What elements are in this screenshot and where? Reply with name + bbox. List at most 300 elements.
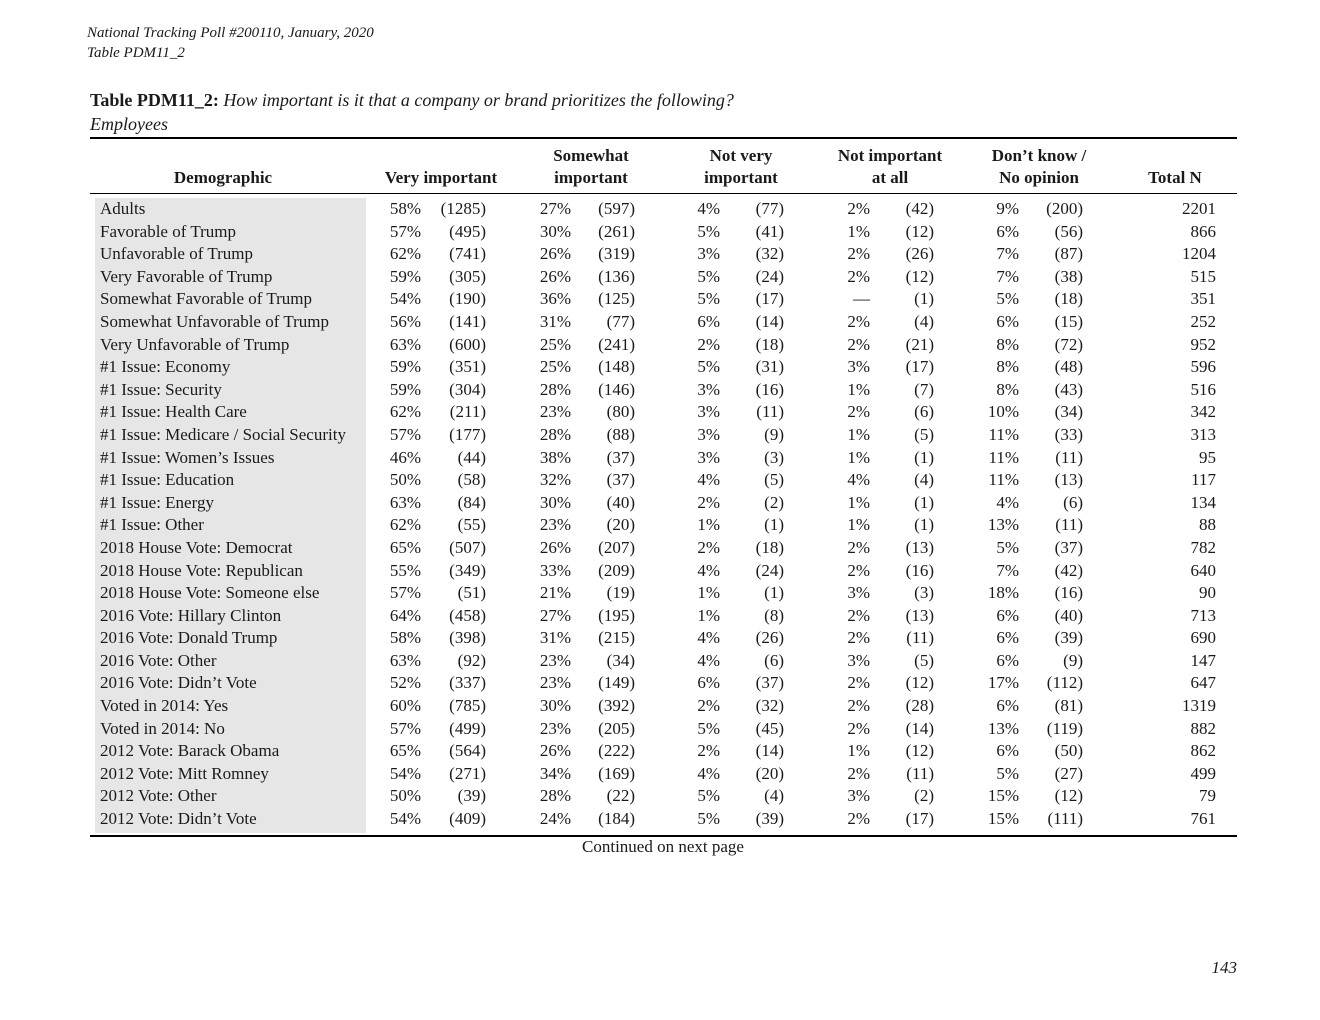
cell-percent: 62% (389, 402, 421, 422)
cell-count: (18) (1054, 289, 1083, 309)
cell-total-n: 351 (1190, 289, 1216, 309)
table-row (90, 243, 1237, 266)
table-row (90, 627, 1237, 650)
cell-count: (195) (598, 605, 635, 625)
cell-count: (200) (1046, 199, 1083, 218)
col-header-very-important: Very important (384, 168, 498, 187)
table-row (90, 695, 1237, 718)
cell-percent: 58% (389, 628, 421, 648)
cell-percent: 4% (996, 492, 1019, 512)
cell-percent: 5% (697, 289, 720, 309)
col-header-not-important: Not important at all (837, 146, 943, 187)
cell-percent: 3% (697, 424, 720, 444)
cell-total-n: 952 (1190, 334, 1216, 354)
cell-count: (16) (905, 560, 934, 580)
cell-percent: 17% (987, 673, 1019, 693)
cell-percent: 31% (539, 311, 571, 331)
cell-count: (14) (755, 741, 784, 761)
cell-count: (495) (449, 221, 486, 241)
cell-percent: 2% (847, 537, 870, 557)
cell-percent: 21% (539, 583, 571, 603)
cell-count: (6) (914, 402, 934, 422)
caption-question: How important is it that a company or brand prioritizes the following? (223, 90, 734, 110)
cell-count: (6) (764, 650, 784, 670)
cell-percent: 2% (847, 402, 870, 422)
col-header-somewhat-important: Somewhat important (553, 146, 629, 187)
cell-percent: 13% (987, 718, 1019, 738)
cell-count: (349) (449, 560, 486, 580)
cell-percent: 5% (697, 718, 720, 738)
cell-count: (11) (906, 763, 934, 783)
cell-count: (600) (449, 334, 486, 354)
cell-total-n: 1319 (1182, 696, 1216, 716)
cell-count: (48) (1054, 357, 1083, 377)
cell-count: (18) (755, 537, 784, 557)
cell-count: (3) (914, 583, 934, 603)
cell-count: (12) (905, 741, 934, 761)
cell-count: (4) (914, 470, 934, 490)
caption-subtitle: Employees (90, 114, 168, 134)
cell-count: (351) (449, 357, 486, 377)
cell-percent: 28% (539, 424, 571, 444)
top-rule (90, 137, 1237, 139)
cell-count: (392) (598, 696, 635, 716)
cell-percent: 38% (539, 447, 571, 467)
cell-count: (4) (764, 786, 784, 806)
cell-count: (499) (449, 718, 486, 738)
cell-count: (11) (1055, 447, 1083, 467)
cell-count: (741) (449, 244, 486, 264)
cell-count: (22) (606, 786, 635, 806)
table-row (90, 718, 1237, 741)
cell-count: (43) (1054, 379, 1083, 399)
cell-percent: 2% (847, 718, 870, 738)
cell-percent: 2% (847, 199, 870, 218)
cell-percent: 1% (697, 605, 720, 625)
cell-count: (1) (764, 583, 784, 603)
cell-total-n: 117 (1191, 470, 1216, 490)
cell-count: (16) (1054, 583, 1083, 603)
cell-total-n: 134 (1190, 492, 1216, 512)
cell-total-n: 596 (1190, 357, 1216, 377)
table-row (90, 808, 1237, 831)
cell-percent: 18% (987, 583, 1019, 603)
cell-total-n: 713 (1190, 605, 1216, 625)
cell-count: (205) (598, 718, 635, 738)
cell-count: (5) (764, 470, 784, 490)
cell-count: (9) (1063, 650, 1083, 670)
cell-percent: 2% (847, 266, 870, 286)
cell-count: (44) (457, 447, 486, 467)
cell-count: (261) (598, 221, 635, 241)
cell-count: (1) (914, 289, 934, 309)
cell-percent: 3% (697, 447, 720, 467)
cell-count: (15) (1054, 311, 1083, 331)
cell-percent: 64% (389, 605, 421, 625)
cell-percent: 30% (539, 492, 571, 512)
cell-count: (2) (914, 786, 934, 806)
cell-count: (50) (1054, 741, 1083, 761)
cell-total-n: 862 (1190, 741, 1216, 761)
cell-percent: 56% (389, 311, 421, 331)
table-row (90, 605, 1237, 628)
cell-total-n: 1204 (1182, 244, 1216, 264)
cell-percent: 27% (539, 605, 571, 625)
row-demographic: Somewhat Unfavorable of Trump (100, 311, 330, 331)
cell-percent: 59% (389, 357, 421, 377)
cell-total-n: 516 (1190, 379, 1216, 399)
row-demographic: 2018 House Vote: Someone else (100, 583, 320, 603)
cell-percent: 15% (987, 786, 1019, 806)
cell-percent: 11% (988, 470, 1019, 490)
row-demographic: Very Unfavorable of Trump (100, 334, 290, 354)
row-demographic: Very Favorable of Trump (100, 266, 273, 286)
cell-percent: 3% (847, 583, 870, 603)
row-demographic: 2016 Vote: Other (100, 650, 217, 670)
cell-percent: 4% (697, 470, 720, 490)
cell-percent: 6% (697, 311, 720, 331)
cell-percent: 2% (847, 696, 870, 716)
cell-count: (37) (755, 673, 784, 693)
cell-count: (177) (449, 424, 486, 444)
cell-count: (24) (755, 560, 784, 580)
cell-percent: 4% (697, 628, 720, 648)
cell-count: (2) (764, 492, 784, 512)
cell-count: (12) (905, 221, 934, 241)
cell-count: (55) (457, 515, 486, 535)
table-row (90, 266, 1237, 289)
cell-percent: 59% (389, 379, 421, 399)
cell-count: (271) (449, 763, 486, 783)
cell-percent: 10% (987, 402, 1019, 422)
cell-percent: 5% (697, 221, 720, 241)
cell-count: (37) (1054, 537, 1083, 557)
row-demographic: 2018 House Vote: Republican (100, 560, 303, 580)
cell-percent: 26% (539, 244, 571, 264)
cell-total-n: 640 (1190, 560, 1216, 580)
cell-count: (190) (449, 289, 486, 309)
cell-percent: 25% (539, 334, 571, 354)
header-line-2: Table PDM11_2 (87, 45, 185, 61)
cell-count: (112) (1046, 673, 1083, 693)
cell-percent: 27% (539, 199, 571, 218)
cell-count: (785) (449, 696, 486, 716)
cell-percent: 65% (389, 537, 421, 557)
cell-count: (507) (449, 537, 486, 557)
col-header-dont-know: Don’t know / No opinion (991, 146, 1087, 187)
cell-percent: 62% (389, 515, 421, 535)
cell-count: (92) (457, 650, 486, 670)
cell-percent: 2% (847, 809, 870, 829)
cell-count: (42) (905, 199, 934, 218)
cell-count: (28) (905, 696, 934, 716)
cell-percent: 32% (539, 470, 571, 490)
row-demographic: 2012 Vote: Didn’t Vote (100, 809, 257, 829)
cell-count: (1) (764, 515, 784, 535)
table-row (90, 356, 1237, 379)
cell-count: (42) (1054, 560, 1083, 580)
cell-percent: 5% (996, 763, 1019, 783)
cell-percent: 8% (996, 334, 1019, 354)
cell-total-n: 647 (1190, 673, 1216, 693)
cell-percent: 13% (987, 515, 1019, 535)
cell-count: (241) (598, 334, 635, 354)
cell-count: (9) (764, 424, 784, 444)
cell-count: (38) (1054, 266, 1083, 286)
table-row (90, 672, 1237, 695)
cell-percent: 58% (389, 199, 421, 218)
cell-percent: 2% (697, 334, 720, 354)
cell-count: (21) (905, 334, 934, 354)
cell-count: (58) (457, 470, 486, 490)
row-demographic: 2012 Vote: Barack Obama (100, 741, 280, 761)
cell-percent: 6% (996, 605, 1019, 625)
cell-count: (13) (1054, 470, 1083, 490)
cell-percent: 1% (847, 515, 870, 535)
row-demographic: 2012 Vote: Mitt Romney (100, 763, 269, 783)
row-demographic: Favorable of Trump (100, 221, 236, 241)
cell-count: (136) (598, 266, 635, 286)
cell-count: (319) (598, 244, 635, 264)
cell-count: (1) (914, 447, 934, 467)
cell-total-n: 499 (1190, 763, 1216, 783)
cell-count: (20) (606, 515, 635, 535)
cell-count: (209) (598, 560, 635, 580)
cell-count: (125) (598, 289, 635, 309)
cell-count: (12) (1054, 786, 1083, 806)
cell-percent: 11% (988, 424, 1019, 444)
cell-percent: 50% (389, 786, 421, 806)
cell-percent: 3% (847, 650, 870, 670)
cell-percent: 6% (996, 696, 1019, 716)
cell-total-n: 2201 (1182, 199, 1216, 218)
cell-percent: 8% (996, 357, 1019, 377)
cell-percent: 2% (847, 763, 870, 783)
cell-percent: 1% (847, 741, 870, 761)
cell-count: (458) (449, 605, 486, 625)
cell-percent: 1% (847, 424, 870, 444)
cell-count: (40) (606, 492, 635, 512)
cell-percent: 54% (389, 289, 421, 309)
cell-percent: 54% (389, 763, 421, 783)
cell-percent: 7% (996, 266, 1019, 286)
cell-count: (1) (914, 492, 934, 512)
cell-percent: 2% (847, 628, 870, 648)
cell-count: (11) (906, 628, 934, 648)
cell-percent: 5% (697, 809, 720, 829)
cell-percent: 57% (389, 221, 421, 241)
cell-count: (207) (598, 537, 635, 557)
cell-count: (19) (606, 583, 635, 603)
cell-percent: — (853, 289, 870, 309)
cell-total-n: 515 (1190, 266, 1216, 286)
cell-count: (24) (755, 266, 784, 286)
row-demographic: 2016 Vote: Donald Trump (100, 628, 278, 648)
cell-percent: 2% (847, 311, 870, 331)
cell-percent: 62% (389, 244, 421, 264)
cell-count: (80) (606, 402, 635, 422)
page-number: 143 (1211, 958, 1237, 977)
cell-total-n: 88 (1199, 515, 1216, 535)
table-row (90, 582, 1237, 605)
table-row (90, 763, 1237, 786)
cell-percent: 25% (539, 357, 571, 377)
cell-percent: 57% (389, 583, 421, 603)
cell-percent: 59% (389, 266, 421, 286)
cell-count: (146) (598, 379, 635, 399)
cell-total-n: 313 (1190, 424, 1216, 444)
cell-percent: 4% (697, 763, 720, 783)
table-row (90, 334, 1237, 357)
cell-count: (26) (905, 244, 934, 264)
table-row (90, 492, 1237, 515)
table-row (90, 447, 1237, 470)
cell-percent: 2% (847, 244, 870, 264)
continued-note: Continued on next page (582, 837, 744, 856)
row-demographic: 2018 House Vote: Democrat (100, 537, 293, 557)
cell-count: (7) (914, 379, 934, 399)
cell-count: (17) (755, 289, 784, 309)
cell-count: (41) (755, 221, 784, 241)
table-row (90, 379, 1237, 402)
cell-percent: 1% (847, 379, 870, 399)
cell-percent: 46% (389, 447, 421, 467)
cell-total-n: 79 (1199, 786, 1216, 806)
cell-count: (32) (755, 244, 784, 264)
cell-percent: 55% (389, 560, 421, 580)
cell-total-n: 147 (1190, 650, 1216, 670)
row-demographic: Voted in 2014: Yes (100, 696, 229, 716)
cell-count: (77) (606, 311, 635, 331)
cell-percent: 54% (389, 809, 421, 829)
cell-count: (12) (905, 266, 934, 286)
cell-percent: 57% (389, 718, 421, 738)
cell-percent: 4% (697, 650, 720, 670)
cell-percent: 2% (847, 605, 870, 625)
cell-total-n: 882 (1190, 718, 1216, 738)
cell-count: (12) (905, 673, 934, 693)
cell-percent: 6% (996, 311, 1019, 331)
table-row (90, 469, 1237, 492)
cell-count: (141) (449, 311, 486, 331)
cell-count: (32) (755, 696, 784, 716)
cell-percent: 6% (697, 673, 720, 693)
cell-percent: 6% (996, 221, 1019, 241)
cell-percent: 2% (847, 673, 870, 693)
cell-percent: 3% (697, 402, 720, 422)
page-header (87, 23, 374, 63)
cell-total-n: 90 (1199, 583, 1216, 603)
table-caption (90, 88, 1240, 136)
row-demographic: Somewhat Favorable of Trump (100, 289, 313, 309)
row-demographic: #1 Issue: Women’s Issues (100, 447, 275, 467)
cell-percent: 1% (847, 492, 870, 512)
cell-total-n: 690 (1190, 628, 1216, 648)
cell-percent: 3% (697, 244, 720, 264)
cell-percent: 6% (996, 741, 1019, 761)
cell-percent: 23% (539, 402, 571, 422)
row-demographic: 2012 Vote: Other (100, 786, 217, 806)
cell-percent: 1% (697, 515, 720, 535)
cell-count: (305) (449, 266, 486, 286)
cell-count: (72) (1054, 334, 1083, 354)
table-row (90, 401, 1237, 424)
caption-label: Table PDM11_2: (90, 90, 219, 110)
cell-total-n: 761 (1190, 809, 1216, 829)
cell-percent: 34% (539, 763, 571, 783)
cell-count: (14) (905, 718, 934, 738)
cell-count: (33) (1054, 424, 1083, 444)
cell-percent: 30% (539, 221, 571, 241)
cell-count: (17) (905, 357, 934, 377)
cell-percent: 4% (697, 199, 720, 218)
cell-percent: 1% (697, 583, 720, 603)
cell-count: (84) (457, 492, 486, 512)
cell-percent: 33% (539, 560, 571, 580)
cell-percent: 60% (389, 696, 421, 716)
cell-percent: 2% (697, 537, 720, 557)
cell-count: (20) (755, 763, 784, 783)
cell-percent: 63% (389, 650, 421, 670)
cell-count: (34) (1054, 402, 1083, 422)
cell-percent: 4% (847, 470, 870, 490)
cell-percent: 30% (539, 696, 571, 716)
cell-count: (6) (1063, 492, 1083, 512)
cell-count: (34) (606, 650, 635, 670)
cell-percent: 36% (539, 289, 571, 309)
cell-total-n: 866 (1190, 221, 1216, 241)
cell-percent: 3% (697, 379, 720, 399)
cell-percent: 5% (697, 357, 720, 377)
cell-percent: 63% (389, 334, 421, 354)
cell-count: (169) (598, 763, 635, 783)
cell-percent: 26% (539, 537, 571, 557)
cell-count: (18) (755, 334, 784, 354)
cell-count: (11) (1055, 515, 1083, 535)
cell-count: (17) (905, 809, 934, 829)
cell-percent: 3% (847, 357, 870, 377)
cell-percent: 9% (996, 199, 1019, 218)
row-demographic: #1 Issue: Education (100, 470, 235, 490)
cell-count: (3) (764, 447, 784, 467)
cell-count: (13) (905, 605, 934, 625)
cell-count: (87) (1054, 244, 1083, 264)
cell-percent: 7% (996, 244, 1019, 264)
table-row (90, 740, 1237, 763)
cell-total-n: 252 (1190, 311, 1216, 331)
cell-count: (88) (606, 424, 635, 444)
table-row (90, 650, 1237, 673)
cell-percent: 11% (988, 447, 1019, 467)
cell-count: (111) (1047, 809, 1083, 829)
cell-count: (1285) (440, 199, 486, 218)
table-row (90, 785, 1237, 808)
cell-percent: 2% (697, 696, 720, 716)
row-demographic: #1 Issue: Other (100, 515, 204, 535)
row-demographic: Unfavorable of Trump (100, 244, 253, 264)
cell-percent: 28% (539, 379, 571, 399)
cell-count: (215) (598, 628, 635, 648)
col-header-not-very-important: Not very important (704, 146, 778, 187)
cell-count: (211) (449, 402, 486, 422)
cell-percent: 23% (539, 650, 571, 670)
cell-count: (26) (755, 628, 784, 648)
cell-percent: 28% (539, 786, 571, 806)
cell-percent: 2% (847, 334, 870, 354)
cell-percent: 5% (697, 786, 720, 806)
cell-percent: 65% (389, 741, 421, 761)
cell-percent: 6% (996, 650, 1019, 670)
